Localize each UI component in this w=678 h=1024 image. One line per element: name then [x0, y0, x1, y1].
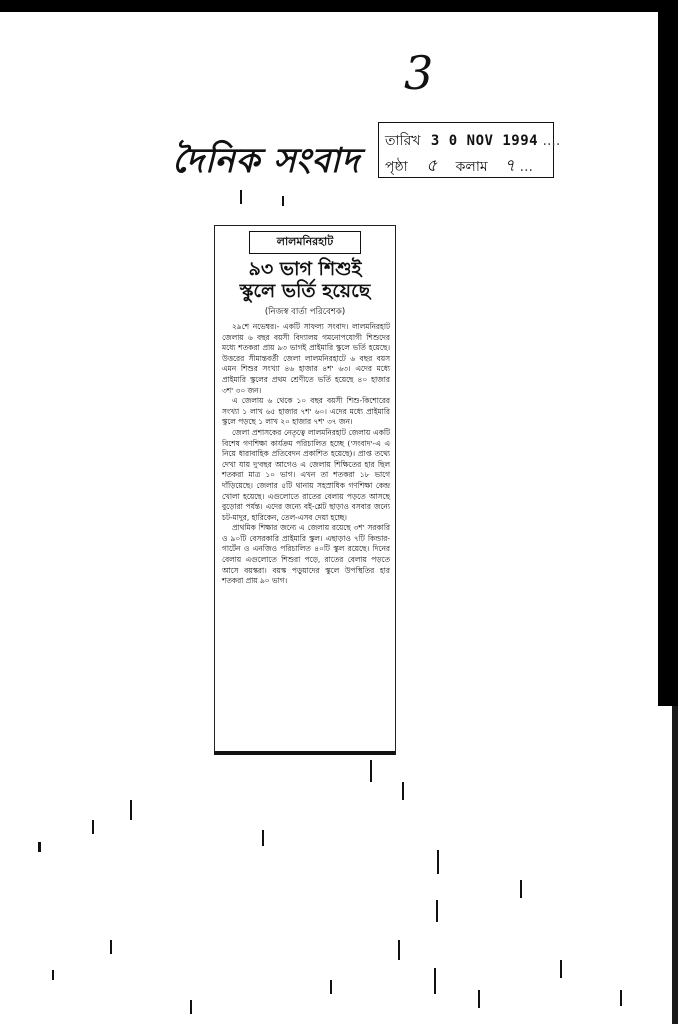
stamp-page-label: পৃষ্ঠা: [385, 159, 408, 175]
scan-speck: [434, 968, 436, 994]
scan-speck: [130, 800, 132, 820]
scan-speck: [436, 900, 438, 922]
stamp-column-label: কলাম: [455, 159, 488, 175]
stamp-date-label: তারিখ: [385, 133, 421, 149]
scan-right-edge: [672, 706, 678, 1024]
scan-speck: [262, 830, 264, 846]
body-paragraph-3: জেলা প্রশাসকের নেতৃত্বে লালমনিরহাট জেলায় একটি বিশেষ গণশিক্ষা কার্যক্রম পরিচালিত হচ্ছে ('সংবাদ'-এ এ নিয়ে ধারাবাহিক প্রতিবেদন প্রকাশিত হয়েছে)। প্রাপ্ত তথ্যে দেখা যায় দু'বছর আগেও এ জেলায় শিক্ষিতের হার ছিল শতকরা মাত্র ১০ ভাগ। এখন তা শতকরা ১৮ ভাগে দাঁড়িয়েছে। জেলার ৫টি থানায় সহস্রাধিক গণশিক্ষা কেন্দ্র খোলা হয়েছে। এগুলোতে রাতের বেলায় পড়তে আসছে বুড়োরা পর্যন্ত। এদের জন্যে বই-শ্লেট ছাড়াও বসবার জন্যে চট-মাদুর, হারিকেন, তেল-এসব দেয়া হচ্ছে।: [222, 427, 390, 522]
scan-top-border: [0, 0, 678, 12]
newspaper-masthead: দৈনিক সংবাদ: [172, 141, 360, 181]
body-paragraph-1: ২৯শে নভেম্বর।- একটি সাফল্য সংবাদ। লালমনিরহাট জেলায় ৬ বছর বয়সী বিদ্যালয় গমনোপযোগী শিশুদের মধ্যে শতকরা প্রায় ৯৩ ভাগই প্রাইমারি স্কুলে ভর্তি হয়েছে। উত্তরের সীমান্তবর্তী জেলা লালমনিরহাটে ৬ বছর বয়স এমন শিশুর সংখ্যা ৪৬ হাজার ৪শ' ৬৩। এদের মধ্যে প্রাইমারি স্কুলের প্রথম শ্রেণীতে ভর্তি হয়েছে ৪০ হাজার ৩শ' ৩০ জন।: [222, 322, 390, 395]
scan-speck: [437, 850, 439, 874]
scan-speck: [402, 782, 404, 800]
clipping-body: [222, 322, 390, 587]
stamp-date-value: 3 0 NOV 1994: [430, 133, 539, 149]
stamp-dots: ....: [542, 133, 561, 149]
scan-speck: [330, 980, 332, 994]
scan-speck: [478, 990, 480, 1008]
scan-speck: [560, 960, 562, 978]
stamp-page-row: [385, 153, 533, 181]
stamp-page-value: ৫: [426, 156, 438, 176]
body-paragraph-2: এ জেলায় ৬ থেকে ১০ বছর বয়সী শিশু-কিশোরের সংখ্যা ১ লাখ ৬৫ হাজার ৭শ' ৬০। এদের মধ্যে প্রাইমারি স্কুলে পড়ছে ১ লাখ ২০ হাজার ৭শ' ৩৭ জন।: [222, 396, 390, 427]
scan-speck: [240, 190, 242, 204]
scan-speck: [190, 1000, 192, 1014]
scan-speck: [52, 970, 54, 980]
scan-speck: [620, 990, 622, 1006]
scan-speck: [38, 842, 41, 852]
handwritten-page-number: 3: [404, 46, 434, 100]
clipping-byline: (নিজস্ব বার্তা পরিবেশক): [264, 307, 346, 317]
scan-speck: [520, 880, 522, 898]
headline-line-1: ৯৩ ভাগ শিশুই: [248, 258, 362, 280]
scan-speck: [398, 940, 400, 960]
body-paragraph-4: প্রাথমিক শিক্ষার জন্যে এ জেলায় রয়েছে ৩শ' সরকারি ও ৯০টি বেসরকারি প্রাইমারি স্কুল। এছাড়াও ৭টি কিন্ডার-গার্টেন ও এনজিও পরিচালিত ৪০টি স্কুল রয়েছে। দিনের বেলায় এগুলোতে শিশুরা পড়ে, রাতের বেলায় পড়তে আসে বয়স্করা। বয়স্ক পড়ুয়াদের স্কুলে উপস্থিতির হার শতকরা প্রায় ৯০ ভাগ।: [222, 523, 390, 586]
stamp-dots-2: ...: [519, 159, 534, 175]
stamp-date-row: [385, 129, 560, 153]
scan-speck: [110, 940, 112, 954]
scan-speck: [92, 820, 94, 834]
date-stamp: [378, 122, 561, 178]
clipping-headline: [219, 258, 391, 302]
scan-speck: [370, 760, 372, 782]
stamp-column-value: ৭: [504, 156, 516, 176]
scan-speck: [282, 196, 284, 206]
newspaper-clipping: [214, 225, 396, 755]
clipping-kicker: লালমনিরহাট: [249, 231, 361, 254]
scan-right-border: [658, 0, 678, 706]
headline-line-2: স্কুলে ভর্তি হয়েছে: [239, 280, 371, 302]
